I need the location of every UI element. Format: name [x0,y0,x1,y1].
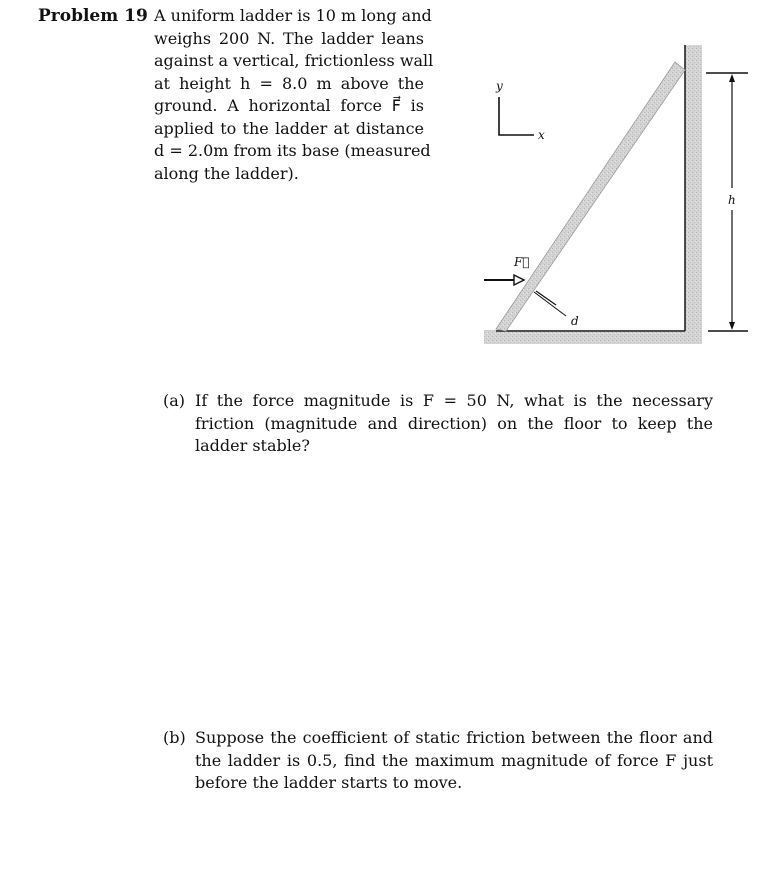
statement-line: along the ladder). [154,163,299,183]
distance-label: d [571,314,579,328]
height-label: h [728,193,736,207]
statement-line: weighs 200 N. The ladder leans [154,28,424,48]
statement-line: d = 2.0m from its base (measured [154,141,431,160]
force-arrow [484,255,530,285]
height-dimension [706,73,748,331]
statement-line: A uniform ladder is 10 m long and [154,6,432,25]
ladder [496,62,685,331]
part-tag: (b) [163,728,186,747]
statement-line: at height h = 8.0 m above the [154,73,424,93]
coordinate-axes [495,79,545,142]
statement-line: applied to the ladder at distance [154,118,424,138]
part-tag: (a) [163,391,186,410]
axis-x-label: x [538,128,545,142]
problem-number: Problem 19 [38,6,148,26]
vertical-wall [685,45,702,344]
question-part-b [163,727,713,795]
ground-floor [484,330,702,344]
statement-line: against a vertical, frictionless wall [154,51,434,70]
ladder-figure [476,40,756,355]
problem-statement [154,5,434,185]
ladder-diagram [476,40,756,355]
question-part-a [163,390,713,458]
distance-marker [534,291,579,328]
part-text: If the force magnitude is F = 50 N, what is the necessary friction (magnitude and direction) on the floor to keep the ladder stable? [195,391,713,455]
part-text: Suppose the coefficient of static friction between the floor and the ladder is 0.5, find the maximum magnitude of force F just before the ladder starts to move. [195,728,713,792]
force-label: F⃗ [514,255,530,269]
statement-line: ground. A horizontal force F⃗ is [154,96,424,115]
axis-y-label: y [496,79,503,93]
